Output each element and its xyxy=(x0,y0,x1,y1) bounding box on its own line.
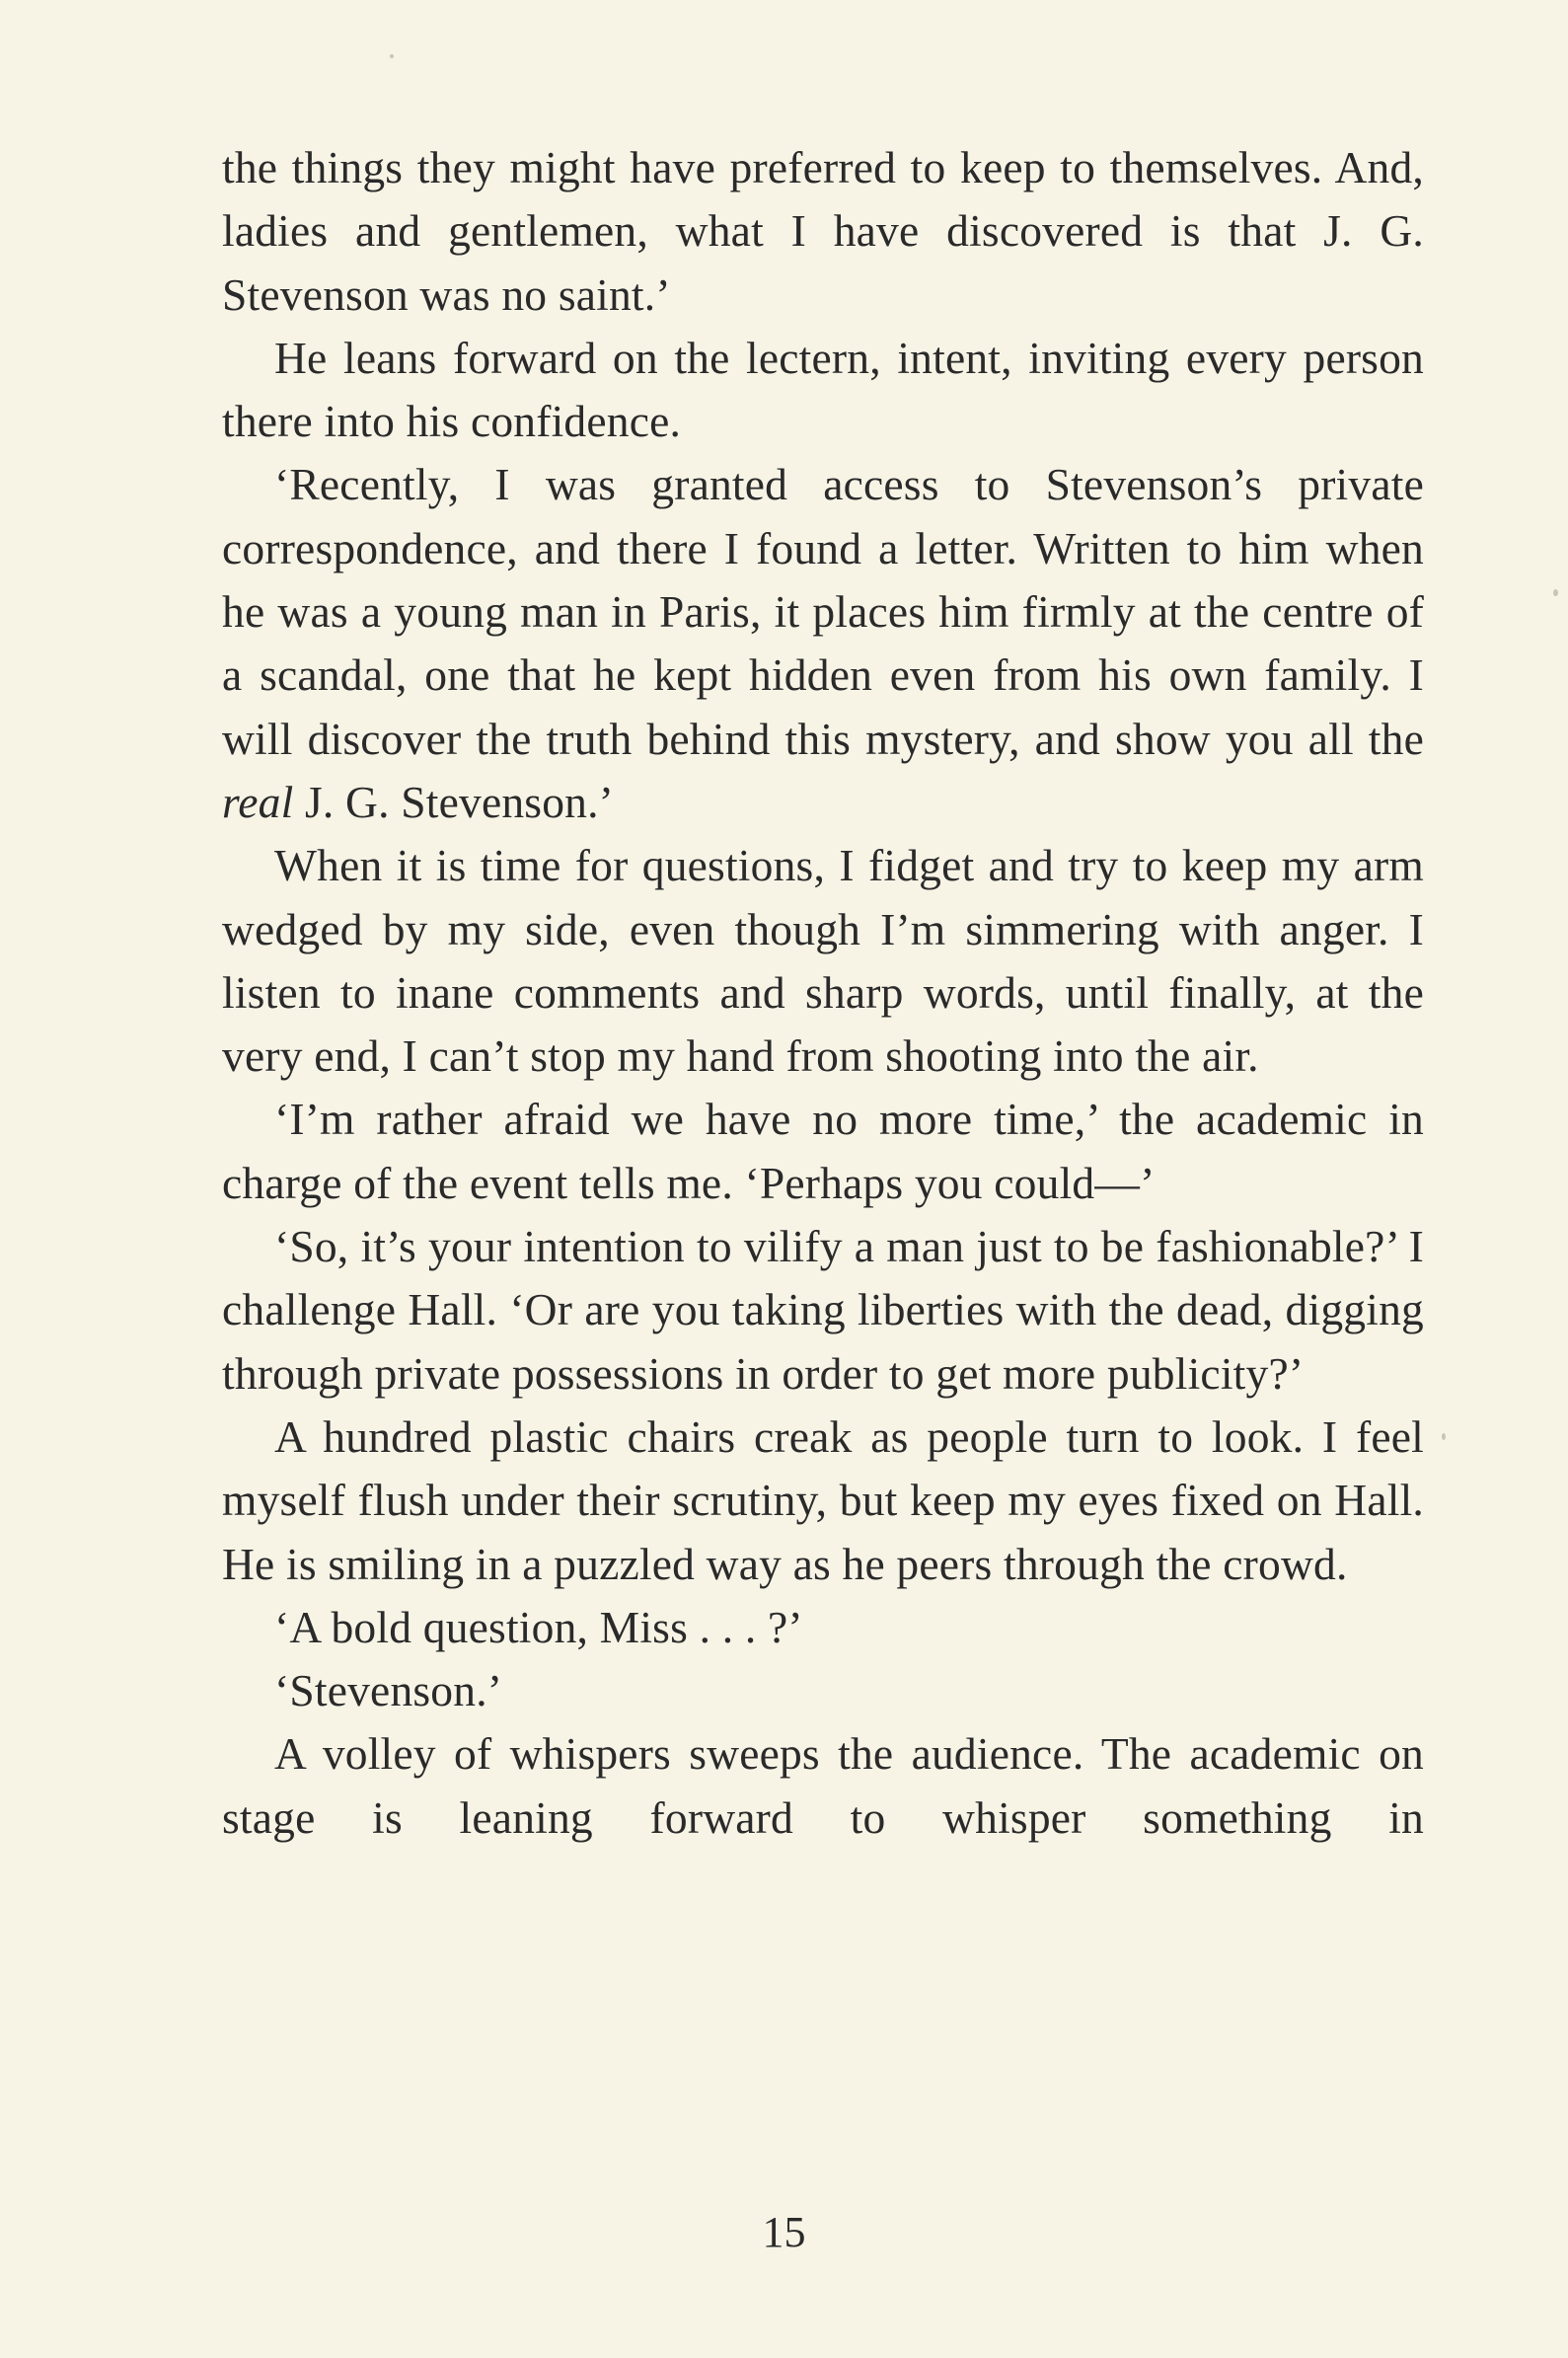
paragraph-5: ‘I’m rather afraid we have no more time,’ the academic in charge of the event tells me. ‘Perhaps you could—’ xyxy=(222,1094,1424,1208)
emphasis-real: real xyxy=(222,776,294,827)
paragraph-1: the things they might have preferred to keep to themselves. And, ladies and gentlemen, what I have discovered is that J. G. Stevenson was no saint.’ xyxy=(222,142,1424,320)
paragraph-3 xyxy=(222,453,1424,834)
paragraph-10: A volley of whispers sweeps the audience. The academic on stage is leaning forward to whisper something in xyxy=(222,1728,1424,1843)
paragraph-2: He leans forward on the lectern, intent, inviting every person there into his confidence. xyxy=(222,332,1424,447)
paper-speck xyxy=(390,54,394,58)
paragraph-8: ‘A bold question, Miss . . . ?’ xyxy=(274,1601,803,1652)
body-text xyxy=(222,136,1424,1850)
paper-speck xyxy=(1553,589,1558,596)
paragraph-4: When it is time for questions, I fidget and try to keep my arm wedged by my side, even though I’m simmering with anger. I listen to inane comments and sharp words, until finally, at the very end, I can’t stop my hand from shooting into the air. xyxy=(222,840,1424,1082)
paragraph-9: ‘Stevenson.’ xyxy=(274,1665,503,1716)
paragraph-7: A hundred plastic chairs creak as people turn to look. I feel myself flush under their scrutiny, but keep my eyes fixed on Hall. He is smiling in a puzzled way as he peers through the crowd. xyxy=(222,1410,1424,1589)
paper-speck xyxy=(1442,1433,1446,1440)
paragraph-3-text-before: ‘Recently, I was granted access to Stevenson’s private correspondence, and there I found a letter. Written to him when he was a young man in Paris, it places him firmly at the centre of a scandal, one that he kept hidden even from his own family. I will discover the truth behind this mystery, and show you all the xyxy=(222,459,1424,764)
paragraph-3-text-after: J. G. Stevenson.’ xyxy=(293,776,615,827)
page-number: 15 xyxy=(762,2208,806,2256)
paragraph-6: ‘So, it’s your intention to vilify a man just to be fashionable?’ I challenge Hall. ‘Or are you taking liberties with the dead, digging through private possessions in order to get more publicity?’ xyxy=(222,1221,1424,1399)
